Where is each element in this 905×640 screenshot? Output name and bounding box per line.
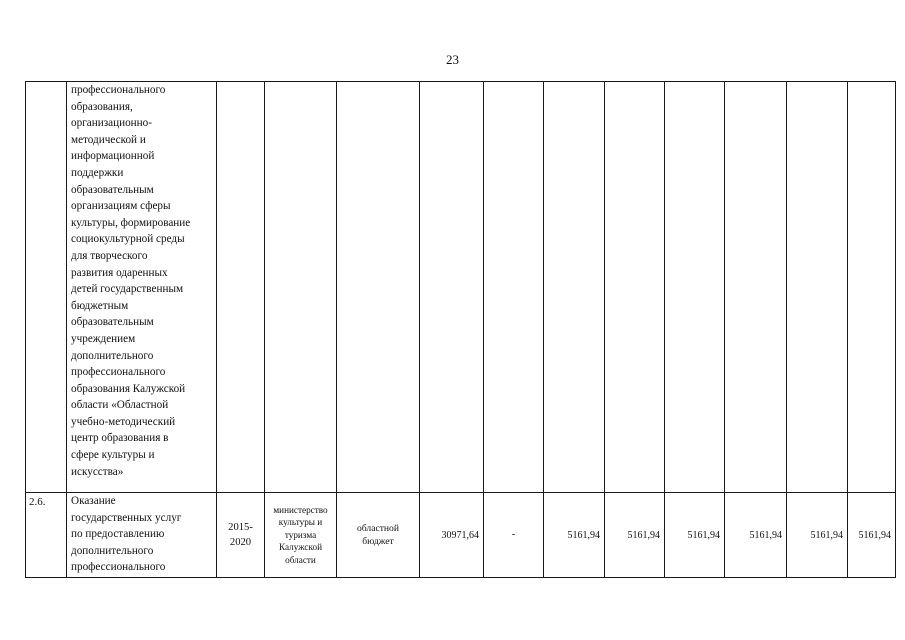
cell-year-value [848, 82, 896, 493]
cell-executor [265, 82, 337, 493]
cell-measure-name [67, 82, 217, 493]
funding-source-line: областной [356, 523, 399, 534]
measure-name-line: культуры, формирование [71, 216, 191, 229]
measure-name-line: развития одаренных [71, 266, 168, 279]
executor-line: культуры и [278, 517, 323, 528]
table-row-2-6 [26, 493, 896, 578]
measure-name-line: организационно- [71, 117, 152, 130]
cell-funding-source [337, 82, 420, 493]
cell-year-value [725, 82, 787, 493]
cell-year-value [665, 82, 725, 493]
cell-year-value [605, 82, 665, 493]
cell-total: 30971,64 [420, 493, 484, 578]
measure-name-line: детей государственным [71, 283, 184, 296]
cell-number: 2.6. [26, 493, 67, 578]
executor-line: Калужской [279, 542, 322, 553]
measure-name-line: бюджетным [71, 299, 129, 312]
measure-name-line: методической и [71, 133, 146, 146]
measure-name-line: образовательным [71, 316, 154, 329]
measure-name-line: образования, [71, 100, 133, 113]
measure-name-line: профессионального [71, 84, 166, 96]
measure-name-line: учреждением [71, 332, 136, 345]
measure-name-line: дополнительного [71, 349, 154, 362]
cell-measure-name [67, 493, 217, 578]
measure-name-line: учебно-методический [71, 415, 176, 428]
measure-name-line: образования Калужской [71, 382, 186, 395]
cell-year-value: 5161,94 [787, 493, 848, 578]
budget-table [25, 81, 896, 578]
cell-year-value [484, 82, 544, 493]
measure-name-line: образовательным [71, 183, 154, 196]
measure-name-line: информационной [71, 150, 155, 163]
cell-year-value: 5161,94 [544, 493, 605, 578]
cell-year-value: 5161,94 [605, 493, 665, 578]
measure-name-line: социокультурной среды [71, 233, 185, 246]
measure-name-line: сфере культуры и [71, 449, 155, 462]
executor-line: министерство [273, 504, 328, 515]
period-start: 2015- [228, 522, 253, 533]
cell-year-value [787, 82, 848, 493]
measure-name-line: поддержки [71, 166, 124, 179]
period-end: 2020 [229, 537, 252, 548]
cell-year-value [544, 82, 605, 493]
measure-name-line: профессионального [71, 561, 166, 574]
measure-name-line: для творческого [71, 249, 148, 262]
table-row-continuation [26, 82, 896, 493]
cell-number [26, 82, 67, 493]
cell-year-value: 5161,94 [725, 493, 787, 578]
cell-year-value: 5161,94 [665, 493, 725, 578]
measure-name-line: центр образования в [71, 432, 169, 445]
cell-total [420, 82, 484, 493]
cell-year-value: - [484, 493, 544, 578]
page-number: 23 [446, 52, 459, 67]
cell-funding-source [337, 493, 420, 578]
measure-name-line: по предоставлению [71, 528, 165, 541]
measure-name-line: области «Областной [71, 399, 169, 412]
measure-name-line: организациям сферы [71, 200, 171, 213]
executor-line: туризма [284, 529, 317, 540]
cell-executor [265, 493, 337, 578]
executor-line: области [285, 554, 316, 565]
cell-period [217, 82, 265, 493]
measure-name-line: профессионального [71, 366, 166, 379]
funding-source-line: бюджет [362, 536, 394, 547]
cell-period [217, 493, 265, 578]
cell-year-value: 5161,94 [848, 493, 896, 578]
measure-name-line: государственных услуг [71, 511, 182, 524]
measure-name-line: дополнительного [71, 544, 154, 557]
budget-table-container [25, 81, 895, 576]
measure-name-line: Оказание [71, 495, 116, 507]
measure-name-line: искусства» [71, 465, 124, 478]
